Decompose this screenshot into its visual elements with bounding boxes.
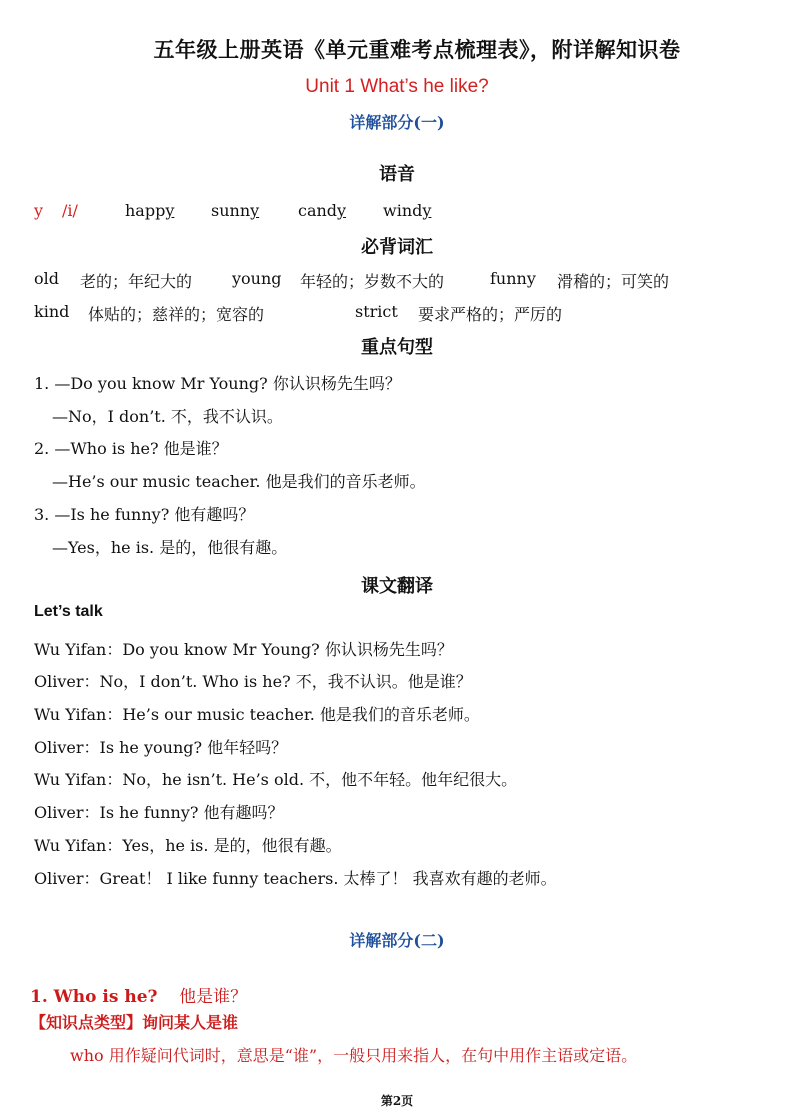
phonics-word: windy xyxy=(383,201,432,220)
vocab-en: funny xyxy=(490,269,536,288)
vocab-cn: 体贴的；慈祥的；宽容的 xyxy=(88,305,265,324)
dialogue-line: Oliver：No，I don’t. Who is he? 不，我不认识。他是谁？ xyxy=(34,672,472,691)
vocab-cn: 年轻的；岁数不大的 xyxy=(300,272,445,291)
knowledge-point-heading: 1. Who is he? 他是谁？ xyxy=(30,987,248,1007)
vocab-cn: 要求严格的；严厉的 xyxy=(418,305,563,324)
dialogue-line: Wu Yifan：Yes，he is. 是的，他很有趣。 xyxy=(34,836,342,855)
phonics-word: sunny xyxy=(211,201,260,220)
vocab-en: kind xyxy=(34,302,70,321)
dialogue-line: Oliver：Great！ I like funny teachers. 太棒了！ 我喜欢有趣的老师。 xyxy=(34,869,557,888)
dialogue-line: Oliver：Is he young? 他年轻吗？ xyxy=(34,738,288,757)
vocab-cn: 老的；年纪大的 xyxy=(80,272,193,291)
pattern-line: 2. —Who is he? 他是谁？ xyxy=(34,439,228,458)
phonics-letter: y xyxy=(34,201,44,220)
phonics-section-title: 语音 xyxy=(379,164,415,185)
pattern-line: 3. —Is he funny? 他有趣吗？ xyxy=(34,505,255,524)
phonics-ipa: /i/ xyxy=(62,201,78,220)
document-title: 五年级上册英语《单元重难考点梳理表》，附详解知识卷 xyxy=(153,37,681,62)
dialogue-line: Wu Yifan：He’s our music teacher. 他是我们的音乐老师。 xyxy=(34,705,480,724)
knowledge-point-type: 【知识点类型】询问某人是谁 xyxy=(30,1013,239,1032)
vocab-en: young xyxy=(232,269,282,288)
pattern-line: 1. —Do you know Mr Young? 你认识杨先生吗？ xyxy=(34,374,401,393)
dialogue-line: Wu Yifan：Do you know Mr Young? 你认识杨先生吗？ xyxy=(34,640,453,659)
knowledge-point-description: who 用作疑问代词时，意思是“谁”，一般只用来指人，在句中用作主语或定语。 xyxy=(70,1046,638,1065)
pattern-line: —Yes，he is. 是的，他很有趣。 xyxy=(52,538,288,557)
dialogue-line: Wu Yifan：No，he isn’t. He’s old. 不，他不年轻。他年纪很大。 xyxy=(34,770,518,789)
vocab-en: old xyxy=(34,269,59,288)
talk-label: Let’s talk xyxy=(34,603,103,620)
pattern-line: —No，I don’t. 不，我不认识。 xyxy=(52,407,283,426)
phonics-word: happy xyxy=(125,201,175,220)
patterns-section-title: 重点句型 xyxy=(361,337,433,358)
part-two-title: 详解部分(二) xyxy=(349,931,445,950)
phonics-word: candy xyxy=(298,201,347,220)
translation-section-title: 课文翻译 xyxy=(361,576,433,597)
page-number: 第2页 xyxy=(380,1094,414,1108)
vocab-cn: 滑稽的；可笑的 xyxy=(557,272,670,291)
vocab-section-title: 必背词汇 xyxy=(361,237,433,258)
vocab-en: strict xyxy=(355,302,398,321)
pattern-line: —He’s our music teacher. 他是我们的音乐老师。 xyxy=(52,472,426,491)
unit-title: Unit 1 What’s he like? xyxy=(305,76,489,97)
part-one-title: 详解部分(一) xyxy=(349,113,445,132)
dialogue-line: Oliver：Is he funny? 他有趣吗？ xyxy=(34,803,284,822)
